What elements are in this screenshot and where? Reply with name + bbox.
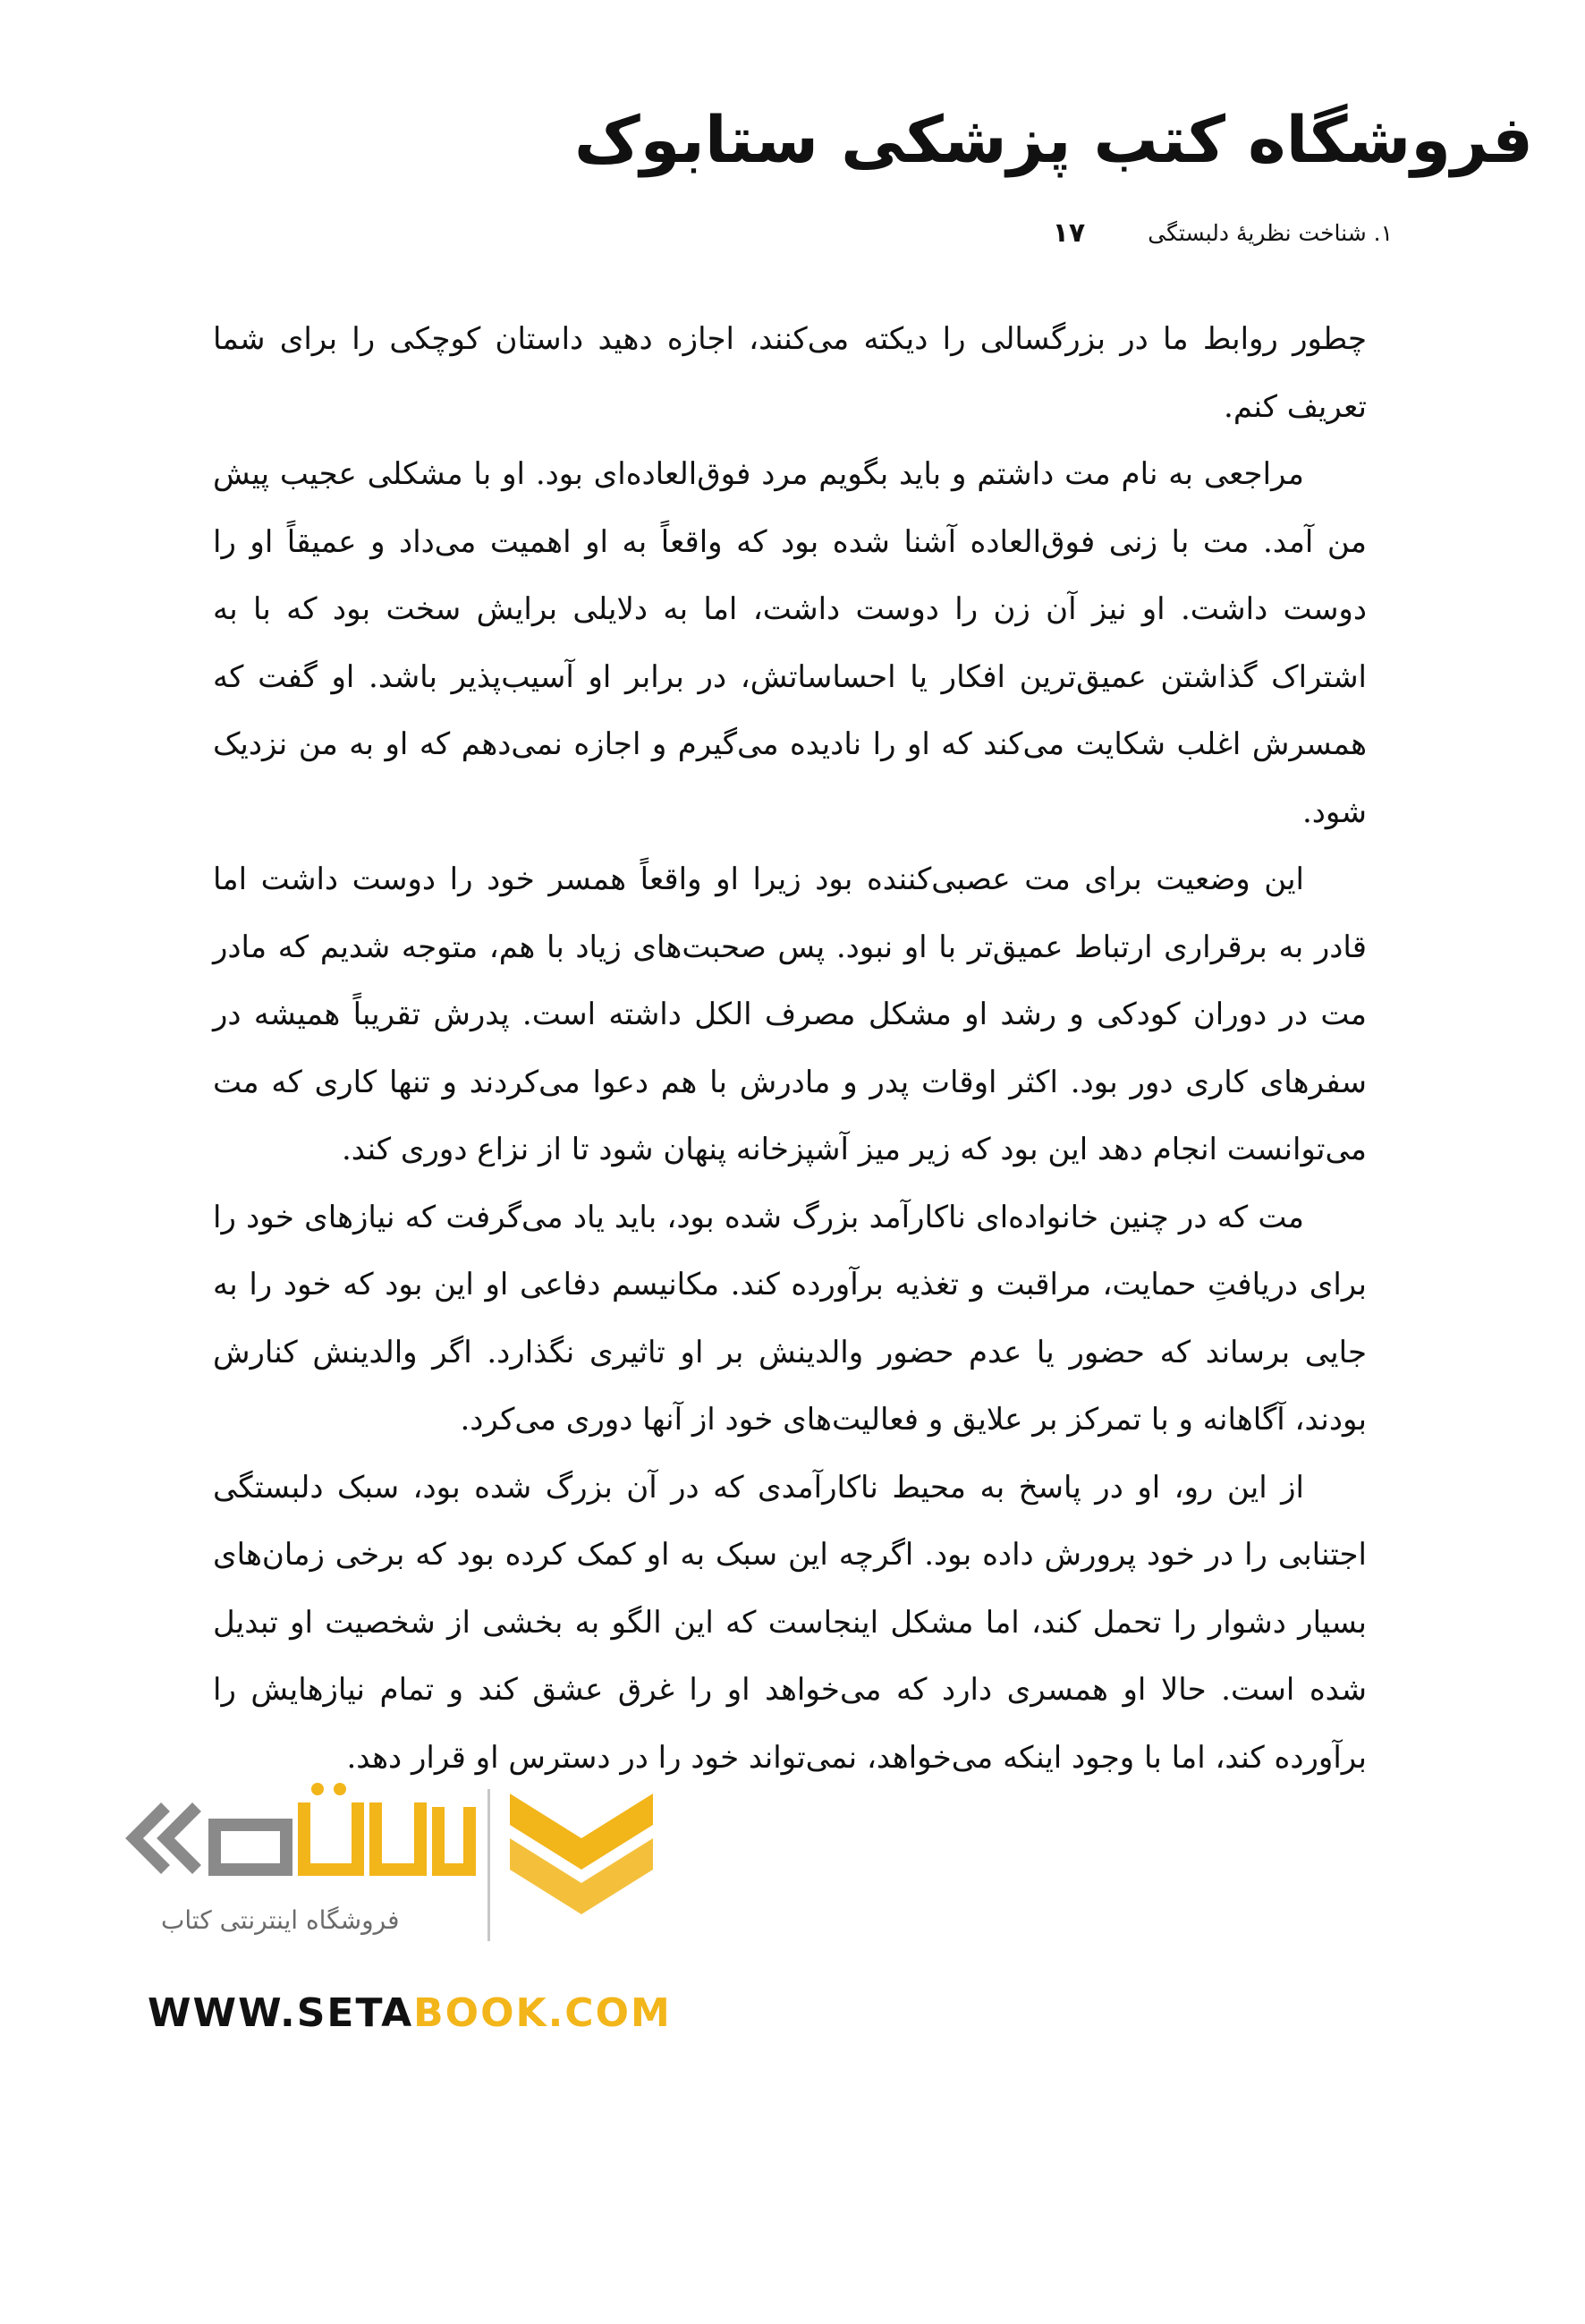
- book-chevron-icon: [501, 1776, 662, 1928]
- logo-divider: [487, 1789, 490, 1941]
- logo-tagline: فروشگاه اینترنتی کتاب: [161, 1905, 400, 1935]
- logo-url-part1: WWW.SETA: [148, 1990, 414, 2036]
- setabook-wordmark: [125, 1776, 483, 1901]
- paragraph-1: چطور روابط ما در بزرگسالی را دیکته می‌کنند، اجازه دهید داستان کوچکی را برای شما تعریف کنم.: [213, 321, 1367, 425]
- body-text: [213, 306, 1367, 1792]
- chapter-label: ۱. شناخت نظریهٔ دلبستگی: [1148, 219, 1393, 246]
- running-header: [210, 215, 1393, 250]
- logo-url: [148, 1990, 672, 2036]
- paragraph-4: مت که در چنین خانواده‌ای ناکارآمد بزرگ شده بود، باید یاد می‌گرفت که نیازهای خود را برای دریافتِ حمایت، مراقبت و تغذیه برآورده کند. مکانیسم دفاعی او این بود که خود را به جایی برساند که حضور یا عدم حضور والدینش بر او تاثیری نگذارد. اگر والدینش کنارش بودند، آگاهانه و با تمرکز بر علایق و فعالیت‌های خود از آنها دوری می‌کرد.: [213, 1199, 1367, 1438]
- page-number: ۱۷: [1052, 216, 1086, 249]
- store-title: فروشگاه کتب پزشکی ستابوک: [573, 102, 1533, 177]
- logo-url-part2: BOOK.COM: [413, 1990, 672, 2036]
- paragraph-5: از این رو، او در پاسخ به محیط ناکارآمدی که در آن بزرگ شده بود، سبک دلبستگی اجتنابی را در خود پرورش داده بود. اگرچه این سبک به او کمک کرده بود که برخی زمان‌های بسیار دشوار را تحمل کند، اما مشکل اینجاست که این الگو به بخشی از شخصیت او تبدیل شده است. حالا او همسری دارد که می‌خواهد او را غرق عشق کند و تمام نیازهایش را برآورده کند، اما با وجود اینکه می‌خواهد، نمی‌تواند خود را در دسترس او قرار دهد.: [213, 1469, 1367, 1776]
- paragraph-3: این وضعیت برای مت عصبی‌کننده بود زیرا او واقعاً همسر خود را دوست داشت اما قادر به برقراری ارتباط عمیق‌تر با او نبود. پس صحبت‌های زیاد با هم، متوجه شدیم که مادر مت در دوران کودکی و رشد او مشکل مصرف الکل داشته است. پدرش تقریباً همیشه در سفرهای کاری دور بود. اکثر اوقات پدر و مادرش با هم دعوا می‌کردند و تنها کاری که مت می‌توانست انجام دهد این بود که زیر میز آشپزخانه پنهان شود تا از نزاع دوری کند.: [213, 861, 1367, 1167]
- setabook-logo: [125, 1776, 680, 2066]
- paragraph-2: مراجعی به نام مت داشتم و باید بگویم مرد فوق‌العاده‌ای بود. او با مشکلی عجیب پیش من آمد. مت با زنی فوق‌العاده آشنا شده بود که واقعاً به او اهمیت می‌داد و عمیقاً او را دوست داشت. او نیز آن زن را دوست داشت، اما به دلایلی برایش سخت بود که با به اشتراک گذاشتن عمیق‌ترین افکار یا احساساتش، در برابر او آسیب‌پذیر باشد. او گفت که همسرش اغلب شکایت می‌کند که او را نادیده می‌گیرم و اجازه نمی‌دهم که او به من نزدیک شود.: [213, 456, 1367, 830]
